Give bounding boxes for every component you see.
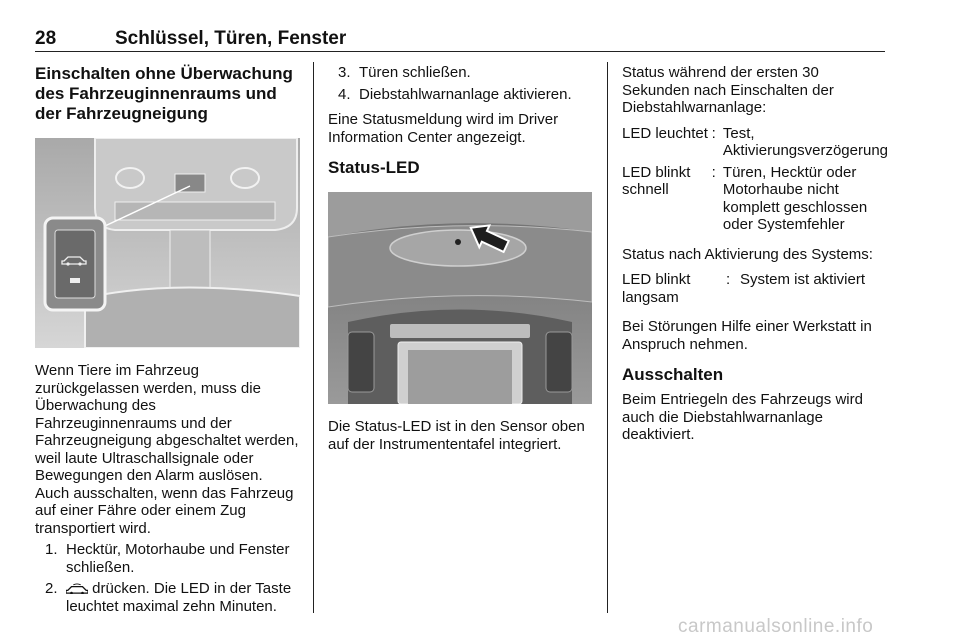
col1-heading: Einschalten ohne Überwachung des Fahrzeuginnenraums und der Fahrzeugneigung bbox=[35, 64, 293, 123]
table-row: LED blinkt schnell : Türen, Hecktür oder Motorhaube nicht komplett geschlossen oder Systemfehler bbox=[622, 164, 888, 234]
column-1 bbox=[35, 64, 300, 615]
ausschalten-heading: Ausschalten bbox=[622, 365, 724, 384]
page-number: 28 bbox=[35, 28, 57, 49]
column-3 bbox=[622, 64, 888, 444]
fault-note: Bei Störungen Hilfe einer Werkstatt in Anspruch nehmen. bbox=[622, 318, 872, 353]
column-divider-2 bbox=[607, 62, 608, 613]
alarm-button-figure bbox=[35, 138, 300, 348]
car-alarm-icon bbox=[66, 583, 88, 594]
step-2-text: drücken. Die LED in der Taste leuchtet maximal zehn Minuten. bbox=[66, 580, 292, 615]
status-led-heading: Status-LED bbox=[328, 158, 420, 177]
status-table-initial bbox=[622, 125, 888, 234]
step-1 bbox=[35, 541, 300, 576]
status-first-30s-intro: Status während der ersten 30 Sekunden nach Einschalten der Diebstahlwarnanlage: bbox=[622, 64, 834, 116]
status-value: System ist aktiviert bbox=[740, 271, 866, 288]
overhead-console-illustration bbox=[35, 138, 300, 348]
column-2 bbox=[328, 64, 594, 453]
status-led-figure bbox=[328, 192, 592, 404]
status-label: LED blinkt langsam bbox=[622, 271, 691, 306]
step-2-number: 2. bbox=[45, 580, 58, 597]
section-title: Schlüssel, Türen, Fenster bbox=[115, 28, 347, 49]
dashboard-illustration bbox=[328, 192, 592, 404]
step-4-number: 4. bbox=[338, 85, 351, 103]
status-after-activation-intro: Status nach Aktivierung des Systems: bbox=[622, 245, 873, 263]
step-1-number: 1. bbox=[45, 541, 58, 558]
step-2 bbox=[35, 580, 300, 615]
status-label: LED blinkt schnell bbox=[622, 163, 691, 198]
table-row: LED blinkt langsam : System ist aktiviert bbox=[622, 271, 888, 306]
step-4 bbox=[328, 86, 594, 104]
status-led-icon bbox=[455, 239, 461, 245]
column-divider-1 bbox=[313, 62, 314, 613]
status-table-active bbox=[622, 271, 888, 306]
col1-steps bbox=[35, 541, 300, 615]
page-header bbox=[35, 28, 885, 52]
ausschalten-text: Beim Entriegeln des Fahrzeugs wird auch die Diebstahlwarnanlage deaktiviert. bbox=[622, 391, 863, 443]
table-row: LED leuchtet : Test, Aktivierungsverzögerung bbox=[622, 125, 888, 164]
step-3-text: Türen schließen. bbox=[359, 64, 471, 81]
status-message-info: Eine Statusmeldung wird im Driver Information Center angezeigt. bbox=[328, 111, 559, 146]
col1-body: Wenn Tiere im Fahrzeug zurückgelassen werden, muss die Überwachung des Fahrzeuginnenraums und der Fahrzeugneigung abgeschaltet werden, weil laute Ultraschallsignale oder Bewegungen den Alarm auslösen. Auch ausschalten, wenn das Fahrzeug auf einer Fähre oder einem Zug transportiert wird. bbox=[35, 362, 299, 537]
step-1-text: Hecktür, Motorhaube und Fenster schließen. bbox=[66, 541, 290, 576]
step-3 bbox=[328, 64, 594, 82]
watermark: carmanualsonline.info bbox=[678, 616, 874, 637]
col2-steps bbox=[328, 64, 594, 103]
status-led-caption: Die Status-LED ist in den Sensor oben auf der Instrumententafel integriert. bbox=[328, 418, 585, 453]
step-4-text: Diebstahlwarnanlage aktivieren. bbox=[359, 85, 572, 103]
status-label: LED leuchtet bbox=[622, 124, 708, 142]
status-value: Türen, Hecktür oder Motorhaube nicht komplett geschlossen oder Systemfehler bbox=[722, 163, 868, 233]
step-3-number: 3. bbox=[338, 64, 351, 81]
status-value: Test, Aktivierungsverzögerung bbox=[722, 124, 889, 159]
